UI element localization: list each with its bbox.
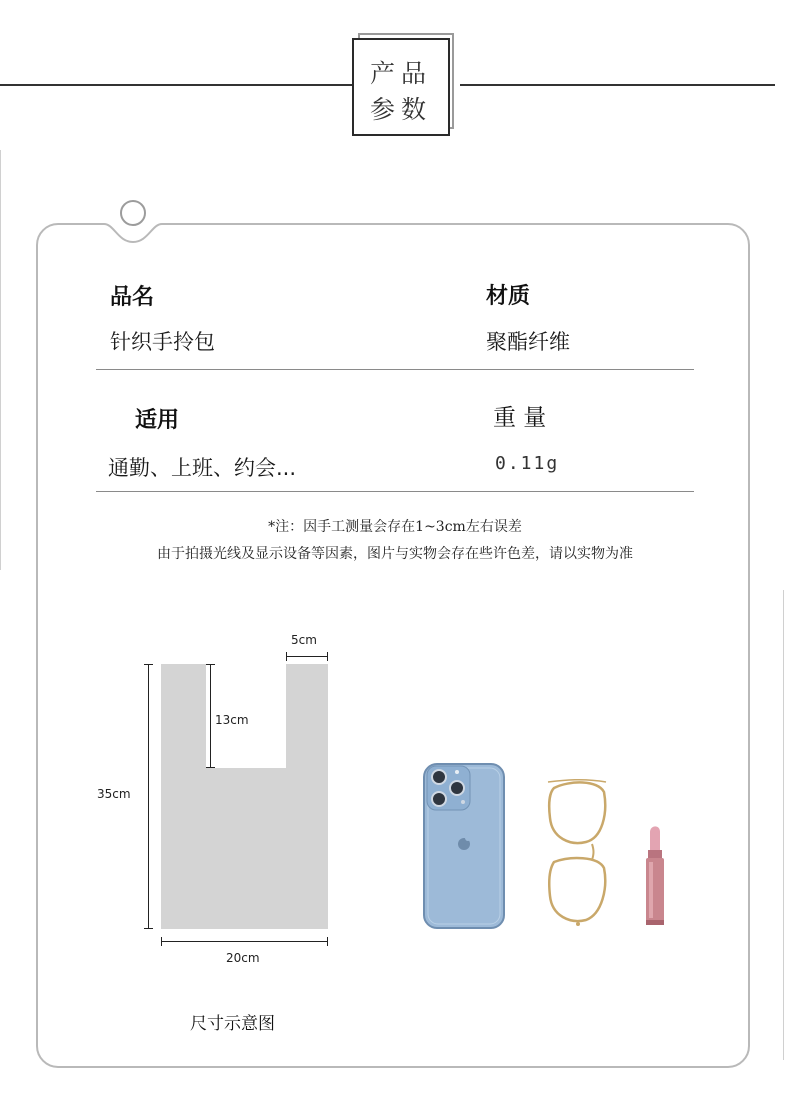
note-color-difference: 由于拍摄光线及显示设备等因素，图片与实物会存在些许色差，请以实物为准 <box>157 546 633 562</box>
dim-opening-text: 13cm <box>215 713 249 727</box>
dim-strap-text: 5cm <box>291 633 317 647</box>
dim-width-text: 20cm <box>226 951 260 965</box>
dim-strap-tick-left <box>286 652 287 661</box>
hang-ring-icon <box>120 200 146 226</box>
dim-opening-line <box>210 664 211 768</box>
glasses-icon <box>544 778 608 928</box>
dim-height-tick-bottom <box>144 928 153 929</box>
weight-label: 重 量 <box>493 405 547 431</box>
name-value: 针织手拎包 <box>110 330 215 354</box>
phone-icon <box>422 762 506 930</box>
dim-width-tick-left <box>161 937 162 946</box>
name-label: 品名 <box>110 285 155 310</box>
header-title-line1: 产品 <box>369 59 432 88</box>
diagram-caption: 尺寸示意图 <box>190 1014 275 1034</box>
header-rule-right <box>460 84 775 86</box>
usage-value: 通勤、上班、约会... <box>108 456 297 480</box>
weight-value: 0.11g <box>495 453 560 474</box>
dim-opening-tick-top <box>206 664 215 665</box>
header-rule-left <box>0 84 353 86</box>
dim-strap-tick-right <box>327 652 328 661</box>
dim-height-text: 35cm <box>97 787 131 801</box>
dim-height-tick-top <box>144 664 153 665</box>
usage-label: 适用 <box>135 408 180 433</box>
dim-height-line <box>148 664 149 929</box>
dim-width-line <box>161 941 328 942</box>
spec-divider-2 <box>96 491 694 492</box>
dim-strap-line <box>286 656 328 657</box>
spec-divider-1 <box>96 369 694 370</box>
note-measurement: *注：因手工测量会存在1~3cm左右误差 <box>268 519 522 535</box>
edge-line-right <box>783 590 784 1060</box>
lipstick-icon <box>640 822 670 928</box>
edge-line-left <box>0 150 1 570</box>
dim-width-tick-right <box>327 937 328 946</box>
material-value: 聚酯纤维 <box>486 330 570 354</box>
dim-opening-tick-bottom <box>206 767 215 768</box>
material-label: 材质 <box>486 284 531 309</box>
header-title-line2: 参数 <box>369 95 432 124</box>
header-badge <box>352 38 450 136</box>
